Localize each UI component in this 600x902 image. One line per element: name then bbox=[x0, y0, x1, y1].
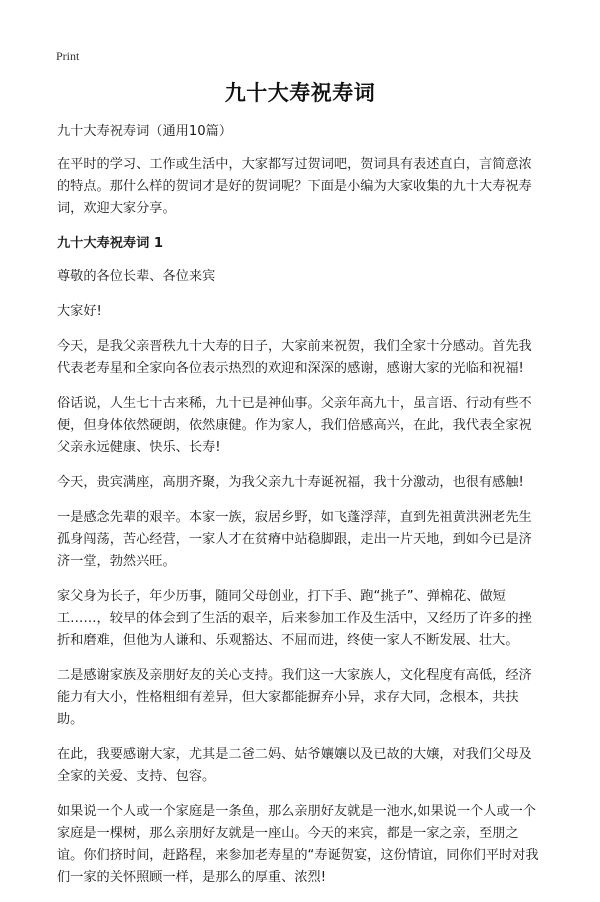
paragraph: 在此，我要感谢大家，尤其是二爸二妈、姑爷孃孃以及已故的大嬢，对我们父母及全家的关爱、支持、包容。 bbox=[57, 747, 532, 784]
page-title: 九十大寿祝寿词 bbox=[224, 81, 376, 105]
paragraph: 今天，是我父亲晋秩九十大寿的日子，大家前来祝贺，我们全家十分感动。首先我代表老寿星和全家向各位表示热烈的欢迎和深深的感谢，感谢大家的光临和祝福! bbox=[57, 339, 532, 376]
section-heading: 九十大寿祝寿词 1 bbox=[57, 236, 164, 251]
paragraph: 一是感念先辈的艰辛。本家一族，寂居乡野，如飞蓬浮萍，直到先祖黄洪洲老先生孤身闯荡，苦心经营，一家人才在贫瘠中站稳脚跟，走出一片天地，到如今已是济济一堂，勃然兴旺。 bbox=[57, 510, 532, 569]
paragraph: 今天，贵宾满座，高朋齐聚，为我父亲九十寿诞祝福，我十分激动，也很有感触! bbox=[57, 475, 524, 490]
print-link[interactable]: Print bbox=[56, 49, 80, 63]
paragraph: 如果说一个人或一个家庭是一条鱼，那么亲朋好友就是一池水,如果说一个人或一个家庭是一棵树，那么亲朋好友就是一座山。今天的来宾，都是一家之亲，至朋之谊。你们挤时间，赶路程，来参加老寿星的“寿诞贺宴，这份情谊，同你们平时对我们一家的关怀照顾一样，是那么的厚重、浓烈! bbox=[57, 804, 539, 885]
paragraph-greeting: 大家好! bbox=[57, 304, 102, 319]
paragraph-salutation: 尊敬的各位长辈、各位来宾 bbox=[57, 269, 216, 284]
paragraph: 家父身为长子，年少历事，随同父母创业，打下手、跑“挑子”、弹棉花、做短工……，较早的体会到了生活的艰辛，后来参加工作及生活中，又经历了许多的挫折和磨难，但他为人谦和、乐观豁达、不屈而进，终使一家人不断发展、壮大。 bbox=[57, 589, 532, 648]
intro-paragraph: 在平时的学习、工作或生活中，大家都写过贺词吧，贺词具有表述直白，言简意浓的特点。那什么样的贺词才是好的贺词呢？下面是小编为大家收集的九十大寿祝寿词，欢迎大家分享。 bbox=[57, 157, 532, 216]
document-body bbox=[57, 121, 544, 902]
document-subtitle: 九十大寿祝寿词（通用10篇） bbox=[57, 124, 233, 139]
paragraph: 二是感谢家族及亲朋好友的关心支持。我们这一大家族人，文化程度有高低，经济能力有大小，性格粗细有差异，但大家都能摒弃小异，求存大同，念根本，共扶助。 bbox=[57, 668, 532, 727]
paragraph: 俗话说，人生七十古来稀，九十已是神仙事。父亲年高九十，虽言语、行动有些不便，但身体依然硬朗，依然康健。作为家人，我们倍感高兴，在此，我代表全家祝父亲永远健康、快乐、长寿! bbox=[57, 396, 532, 455]
